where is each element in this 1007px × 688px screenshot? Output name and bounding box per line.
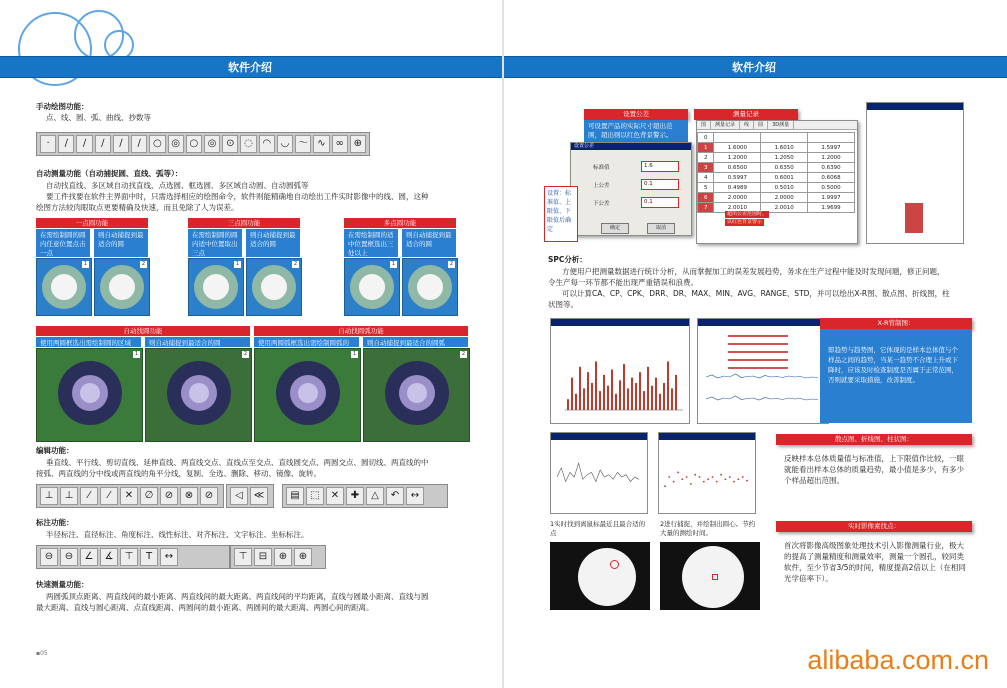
scatter-point	[664, 485, 666, 487]
scatter-point	[729, 476, 731, 478]
table-cell: 1.2000	[714, 153, 761, 163]
panel-number: 1	[134, 351, 139, 357]
record-title: 测量记录	[694, 109, 798, 120]
panel-number: 2	[461, 351, 466, 357]
table-row	[698, 143, 855, 153]
bar	[579, 367, 581, 410]
bar	[615, 394, 617, 410]
panel-left-text: 在需绘制圆的圆内适中位置取出三点	[188, 229, 242, 257]
capture-marker	[610, 560, 619, 569]
spreadsheet-titlebar	[867, 103, 963, 110]
tool-icon[interactable]: ⊕	[274, 548, 292, 566]
page-number-value: 05	[40, 650, 48, 657]
scatter-chart-window	[658, 432, 756, 514]
scatter-point	[720, 474, 722, 476]
xr-line	[706, 396, 818, 400]
table-cell	[761, 133, 808, 143]
bar	[595, 361, 597, 410]
draw-toolbar	[36, 132, 370, 156]
realtime-caption2: 2进行捕捉，并绘制出圆心。节约大量的测绘时间。	[660, 520, 756, 537]
ring-image	[408, 265, 452, 309]
record-tab[interactable]: 测量记录	[711, 121, 740, 129]
panel-title: 一点圆功能	[36, 218, 148, 228]
tool-icon[interactable]: ○	[186, 135, 202, 153]
tool-icon[interactable]: ✚	[346, 487, 364, 505]
table-cell: 1	[698, 143, 714, 153]
cancel-button[interactable]: 取消	[647, 223, 675, 234]
scatter-point	[686, 476, 688, 478]
xr-data-grid	[728, 329, 788, 369]
table-cell: 2	[698, 153, 714, 163]
panel-right-text: 则自动捕捉到最适合的圆	[246, 229, 300, 257]
table-cell: 0.6350	[761, 163, 808, 173]
hole-image	[578, 548, 636, 606]
panel-number: 1	[235, 261, 240, 267]
bar	[639, 372, 641, 410]
bar	[667, 361, 669, 410]
scatter-point	[694, 474, 696, 476]
panel-image	[36, 258, 92, 316]
line-chart-titlebar	[551, 433, 647, 440]
scatter-point	[677, 472, 679, 474]
tool-icon[interactable]: ◡	[277, 135, 293, 153]
table-cell: 1.6000	[714, 143, 761, 153]
tool-icon[interactable]: ⊘	[200, 487, 218, 505]
realtime-title: 实时影像素找点：	[776, 521, 972, 532]
bar	[587, 372, 589, 410]
spc-heading: SPC分析：	[548, 255, 587, 264]
scatter-point	[668, 476, 670, 478]
scatter-title: 散点图、折线图、柱状图：	[776, 434, 972, 445]
bar	[643, 391, 645, 410]
set-tolerance-desc: 可设置产品的实际尺寸超出范围，超出则以红色背景警示。	[584, 120, 688, 144]
spc-line3: 可以计算CA、CP、CPK、DRR、DR、MAX、MIN、AVG、RANGE、STD，并可以绘出X-R图、散点图、折线图，柱	[562, 289, 950, 298]
bar-chart-window	[550, 318, 690, 424]
panel-title: 自动找圆功能	[36, 326, 250, 336]
tool-icon[interactable]: ◌	[240, 135, 256, 153]
tool-icon[interactable]: ∕	[58, 135, 74, 153]
bar	[603, 375, 605, 410]
dialog-input[interactable]: 0.1	[641, 179, 679, 190]
dim-toolbar-a	[36, 545, 230, 569]
right-page	[504, 0, 1007, 688]
panel-number: 2	[141, 261, 146, 267]
table-cell: 1.9699	[808, 203, 855, 213]
tool-icon[interactable]: ▤	[286, 487, 304, 505]
table-cell: 1.9997	[808, 193, 855, 203]
record-tab[interactable]: 圆	[754, 121, 768, 129]
bar	[659, 394, 661, 410]
bar	[635, 383, 637, 410]
pad-center	[80, 383, 100, 403]
tool-icon[interactable]: ∕	[131, 135, 147, 153]
scatter-point	[707, 478, 709, 480]
tool-icon[interactable]: ∿	[313, 135, 329, 153]
spc-line4: 状图等。	[548, 300, 578, 309]
tool-icon[interactable]: ⁄	[80, 487, 98, 505]
scatter-point	[742, 476, 744, 478]
pad-center	[189, 383, 209, 403]
panel-image	[246, 258, 302, 316]
auto-heading: 自动测量功能（自动捕捉圆、直线、弧等）：	[36, 169, 183, 178]
bar	[655, 378, 657, 410]
scatter-point	[733, 481, 735, 483]
table-cell: 0.6068	[808, 173, 855, 183]
edit-line1: 垂直线、平行线、剪切直线、延伸直线、两直线交点、直线点至交点、直线圆交点、两圆交点、圆切线、两直线的中	[46, 458, 429, 467]
scatter-point	[716, 481, 718, 483]
bar	[675, 375, 677, 410]
xr-chart-titlebar	[698, 319, 828, 326]
tool-icon[interactable]: ≪	[250, 487, 268, 505]
tool-icon[interactable]: ⬚	[306, 487, 324, 505]
panel-number: 2	[449, 261, 454, 267]
table-row	[698, 183, 855, 193]
panel-image	[344, 258, 400, 316]
tolerance-dialog	[570, 142, 692, 236]
tool-icon[interactable]: △	[366, 487, 384, 505]
tool-icon[interactable]: ⊤	[234, 548, 252, 566]
tool-icon[interactable]: ⊗	[180, 487, 198, 505]
panel-right-text: 则自动捕捉到最适合的圆	[402, 229, 456, 257]
spreadsheet-highlight	[905, 203, 923, 233]
panel-image	[36, 348, 143, 442]
dim-line1: 半径标注、直径标注、角度标注、线性标注、对齐标注、文字标注、坐标标注。	[46, 530, 309, 539]
tool-icon[interactable]: ∕	[76, 135, 92, 153]
scatter-desc: 反映样本总体质量值与标准值，上下限值作比较，一眼就能看出样本总体的质量趋势，最小值是多少，有多少个样品超出范围。	[784, 454, 964, 485]
tool-icon[interactable]: ⊥	[60, 487, 78, 505]
tool-icon[interactable]: ↶	[386, 487, 404, 505]
panel-image	[254, 348, 361, 442]
tool-icon[interactable]: ⊖	[40, 548, 58, 566]
bar	[607, 386, 609, 410]
edit-toolbar-b	[282, 484, 448, 508]
panel-right-text: 则自动捕捉到最适合的圆	[94, 229, 148, 257]
table-cell: 0.5010	[761, 183, 808, 193]
tool-icon[interactable]: ∡	[100, 548, 118, 566]
table-cell: 1.6010	[761, 143, 808, 153]
spc-line2: 令生产每一环节都不能出现严重错误和浪费。	[548, 278, 698, 287]
realtime-caption1: 1实时找到离鼠标最近且最合适的点	[550, 520, 646, 537]
header-band	[504, 56, 1007, 78]
bar	[571, 378, 573, 410]
ring-image	[100, 265, 144, 309]
table-cell: 1.2000	[808, 153, 855, 163]
bar	[627, 388, 629, 410]
scatter-point	[690, 483, 692, 485]
scatter-point	[673, 481, 675, 483]
table-cell: 0.5997	[714, 173, 761, 183]
quick-heading: 快速测量功能：	[36, 580, 89, 589]
record-window	[696, 120, 858, 244]
record-note1: 超出公差范围时，	[727, 211, 768, 217]
tool-icon[interactable]: ∠	[80, 548, 98, 566]
tool-icon[interactable]: ∕	[113, 135, 129, 153]
center-marker	[712, 574, 718, 580]
side-note: 设置：标准值、上限值、下限值后确定	[544, 186, 578, 242]
pad-center	[407, 383, 427, 403]
tool-icon[interactable]: T	[140, 548, 158, 566]
table-cell: 0.6390	[808, 163, 855, 173]
spreadsheet-window	[866, 102, 964, 244]
tool-icon[interactable]: ◠	[259, 135, 275, 153]
bar	[583, 388, 585, 410]
scatter-point	[681, 478, 683, 480]
realtime-desc: 首次将影像高级图象处理技术引入影像测量行业，极大的提高了测量精度和测量效率，测量一个圆孔，较同类软件，至少节省3/5的时间，精度提高2倍以上（在相同光学倍率下）。	[784, 541, 966, 583]
table-cell: 2.0010	[761, 203, 808, 213]
panel-image	[145, 348, 252, 442]
bar	[591, 383, 593, 410]
tool-icon[interactable]: 〜	[295, 135, 311, 153]
tool-icon[interactable]: ⊟	[254, 548, 272, 566]
table-cell: 0.6500	[714, 163, 761, 173]
left-page	[0, 0, 503, 688]
table-cell: 4	[698, 173, 714, 183]
realtime-image-2	[660, 542, 760, 610]
pad-center	[298, 383, 318, 403]
record-tabs	[697, 121, 857, 130]
tool-icon[interactable]: ⊥	[40, 487, 58, 505]
bar	[567, 399, 569, 410]
tool-icon[interactable]: ⊕	[350, 135, 366, 153]
tool-icon[interactable]: ◁	[230, 487, 248, 505]
ok-button[interactable]: 确定	[601, 223, 629, 234]
bar	[651, 386, 653, 410]
tool-icon[interactable]: ↔	[406, 487, 424, 505]
scatter-point	[699, 476, 701, 478]
panel-right-text: 则自动捕捉到最适合的圆	[145, 337, 250, 347]
dialog-input[interactable]: 1.6	[641, 161, 679, 172]
auto-line3: 绘图方法较肉眼取点更要精确及快速，而且免除了人为误差。	[36, 203, 239, 212]
dialog-title: 设置公差	[571, 143, 691, 150]
line-chart-window	[550, 432, 648, 514]
scatter-point	[737, 478, 739, 480]
record-tab[interactable]: 图	[697, 121, 711, 129]
panel-number: 2	[243, 351, 248, 357]
bar-chart-titlebar	[551, 319, 689, 326]
tool-icon[interactable]: ⊘	[160, 487, 178, 505]
table-cell: 2.0000	[761, 193, 808, 203]
bar	[619, 380, 621, 410]
xr-desc: 即趋势与趋势图，它体现的是样本总体值与个样品之间的趋势，当某一趋势不合理上升或下降时，应该及时检查制度是否属于正常范围，否则就要采取措施，改善制度。	[820, 329, 972, 423]
page-title: 软件介绍	[732, 61, 776, 74]
panel-number: 1	[352, 351, 357, 357]
record-tab[interactable]: 3D测量	[768, 121, 794, 129]
edit-toolbar-a	[36, 484, 224, 508]
table-row	[698, 153, 855, 163]
ring-image	[252, 265, 296, 309]
tool-icon[interactable]: ◎	[168, 135, 184, 153]
series-line	[557, 463, 639, 481]
dim-heading: 标注功能：	[36, 518, 74, 527]
tool-icon[interactable]: ⊖	[60, 548, 78, 566]
tool-icon[interactable]: ∕	[95, 135, 111, 153]
edit-heading: 编辑功能：	[36, 446, 74, 455]
table-cell: 2.0010	[714, 203, 761, 213]
record-table	[697, 132, 855, 213]
auto-line2: 要工件找要在软件主界面中时，只需选择相应的绘图命令，软件则能精确地自动绘出工件实时影像中的线、圆，这种	[46, 192, 429, 201]
table-row	[698, 163, 855, 173]
panel-left-text: 在需绘制圆的圆内任意位置点击一点	[36, 229, 90, 257]
tool-icon[interactable]: ⊕	[294, 548, 312, 566]
xr-line	[706, 374, 818, 378]
tool-icon[interactable]: ∅	[140, 487, 158, 505]
scatter-point	[703, 481, 705, 483]
watermark: alibaba.com.cn	[807, 645, 989, 675]
record-tab[interactable]: 线	[740, 121, 754, 129]
bar	[623, 364, 625, 410]
table-row	[698, 203, 855, 213]
tool-icon[interactable]: ⊙	[222, 135, 238, 153]
panel-image	[363, 348, 470, 442]
panel-number: 1	[391, 261, 396, 267]
ring-image	[194, 265, 238, 309]
table-cell: 3	[698, 163, 714, 173]
edit-toolbar-mirror	[226, 484, 274, 508]
scatter-point	[712, 476, 714, 478]
scatter-point	[725, 478, 727, 480]
bar	[631, 378, 633, 410]
tool-icon[interactable]: ·	[40, 135, 56, 153]
dialog-label: 上公差	[593, 183, 610, 189]
bar	[599, 391, 601, 410]
quick-line1: 两圆弧顶点距离、两直线间的最小距离、两直线间的最大距离、两直线间的平均距离，直线与圆最小距离、直线与圆	[46, 592, 429, 601]
dialog-label: 标准值	[593, 165, 610, 171]
dim-toolbar-b	[230, 545, 326, 569]
table-cell: 0.6001	[761, 173, 808, 183]
table-row	[698, 173, 855, 183]
dialog-label: 下公差	[593, 201, 610, 207]
scatter-point	[746, 480, 748, 482]
manual-heading: 手动绘图功能：	[36, 102, 89, 111]
table-cell: 7	[698, 203, 714, 213]
table-cell: 6	[698, 193, 714, 203]
panel-left-text: 使用两圆弧框选出需绘制圆弧的	[254, 337, 359, 347]
tool-icon[interactable]: ○	[149, 135, 165, 153]
tool-icon[interactable]: ∞	[332, 135, 348, 153]
scatter-chart-titlebar	[659, 433, 755, 440]
bar	[671, 388, 673, 410]
table-cell: 0.4989	[714, 183, 761, 193]
record-note2: 以红色背景警示	[727, 219, 763, 225]
realtime-image-1	[550, 542, 650, 610]
spc-line1: 方便用户把测量数据进行统计分析，从而掌握加工的误差发展趋势，务求在生产过程中能及时发现问题，修正问题，	[562, 267, 945, 276]
bar	[575, 394, 577, 410]
table-cell: 1.5997	[808, 143, 855, 153]
quick-line2: 最大距离、直线与圆心距离、点直线距离、两圆间的最小距离、两圆间的最大距离、两圆心间的距离。	[36, 603, 374, 612]
panel-left-text: 在需绘制圆的适中位置框选出三处以上	[344, 229, 398, 257]
ring-image	[42, 265, 86, 309]
panel-title: 多点圆功能	[344, 218, 456, 228]
tool-icon[interactable]: ↔	[160, 548, 178, 566]
tool-icon[interactable]: ✕	[120, 487, 138, 505]
bar-chart	[551, 326, 687, 420]
table-row	[698, 193, 855, 203]
table-cell: 0	[698, 133, 714, 143]
panel-image	[188, 258, 244, 316]
bar	[663, 383, 665, 410]
ring-image	[350, 265, 394, 309]
tool-icon[interactable]: ✕	[326, 487, 344, 505]
table-cell	[714, 133, 761, 143]
panel-image	[402, 258, 458, 316]
manual-items: 点、线、圆、弧、曲线、抄数等	[46, 113, 151, 122]
dialog-input[interactable]: 0.1	[641, 197, 679, 208]
edit-line2: 接弧、两直线的分中线或两直线的角平分线，复制、全选、删除、移动、镜像、旋转。	[36, 469, 321, 478]
tool-icon[interactable]: ⁄	[100, 487, 118, 505]
panel-left-text: 使用两圆框选出需绘制圆的区域	[36, 337, 141, 347]
page-number: ▪05	[36, 650, 48, 657]
scatter-chart	[659, 440, 753, 510]
panel-title: 自动找圆弧功能	[254, 326, 468, 336]
panel-right-text: 则自动捕捉到最适合的圆弧	[363, 337, 468, 347]
tool-icon[interactable]: ◎	[204, 135, 220, 153]
table-cell: 0.5000	[808, 183, 855, 193]
panel-image	[94, 258, 150, 316]
xr-title: X-R管制图：	[820, 318, 972, 329]
line-chart	[551, 440, 645, 510]
panel-title: 三点圆功能	[188, 218, 300, 228]
table-cell	[808, 133, 855, 143]
table-row	[698, 133, 855, 143]
xr-chart-window	[697, 318, 829, 424]
table-cell: 5	[698, 183, 714, 193]
panel-number: 1	[83, 261, 88, 267]
table-cell: 2.0000	[714, 193, 761, 203]
table-cell: 1.2050	[761, 153, 808, 163]
header-band	[0, 56, 503, 78]
panel-number: 2	[293, 261, 298, 267]
bar	[611, 370, 613, 411]
tool-icon[interactable]: ⊤	[120, 548, 138, 566]
auto-line1: 自动找直线、多区域自动找直线、点选圆、框选圆、多区域自动圆、自动圆弧等	[46, 181, 309, 190]
bar	[647, 367, 649, 410]
set-tolerance-title: 设置公差	[584, 109, 688, 120]
page-title: 软件介绍	[228, 61, 272, 74]
